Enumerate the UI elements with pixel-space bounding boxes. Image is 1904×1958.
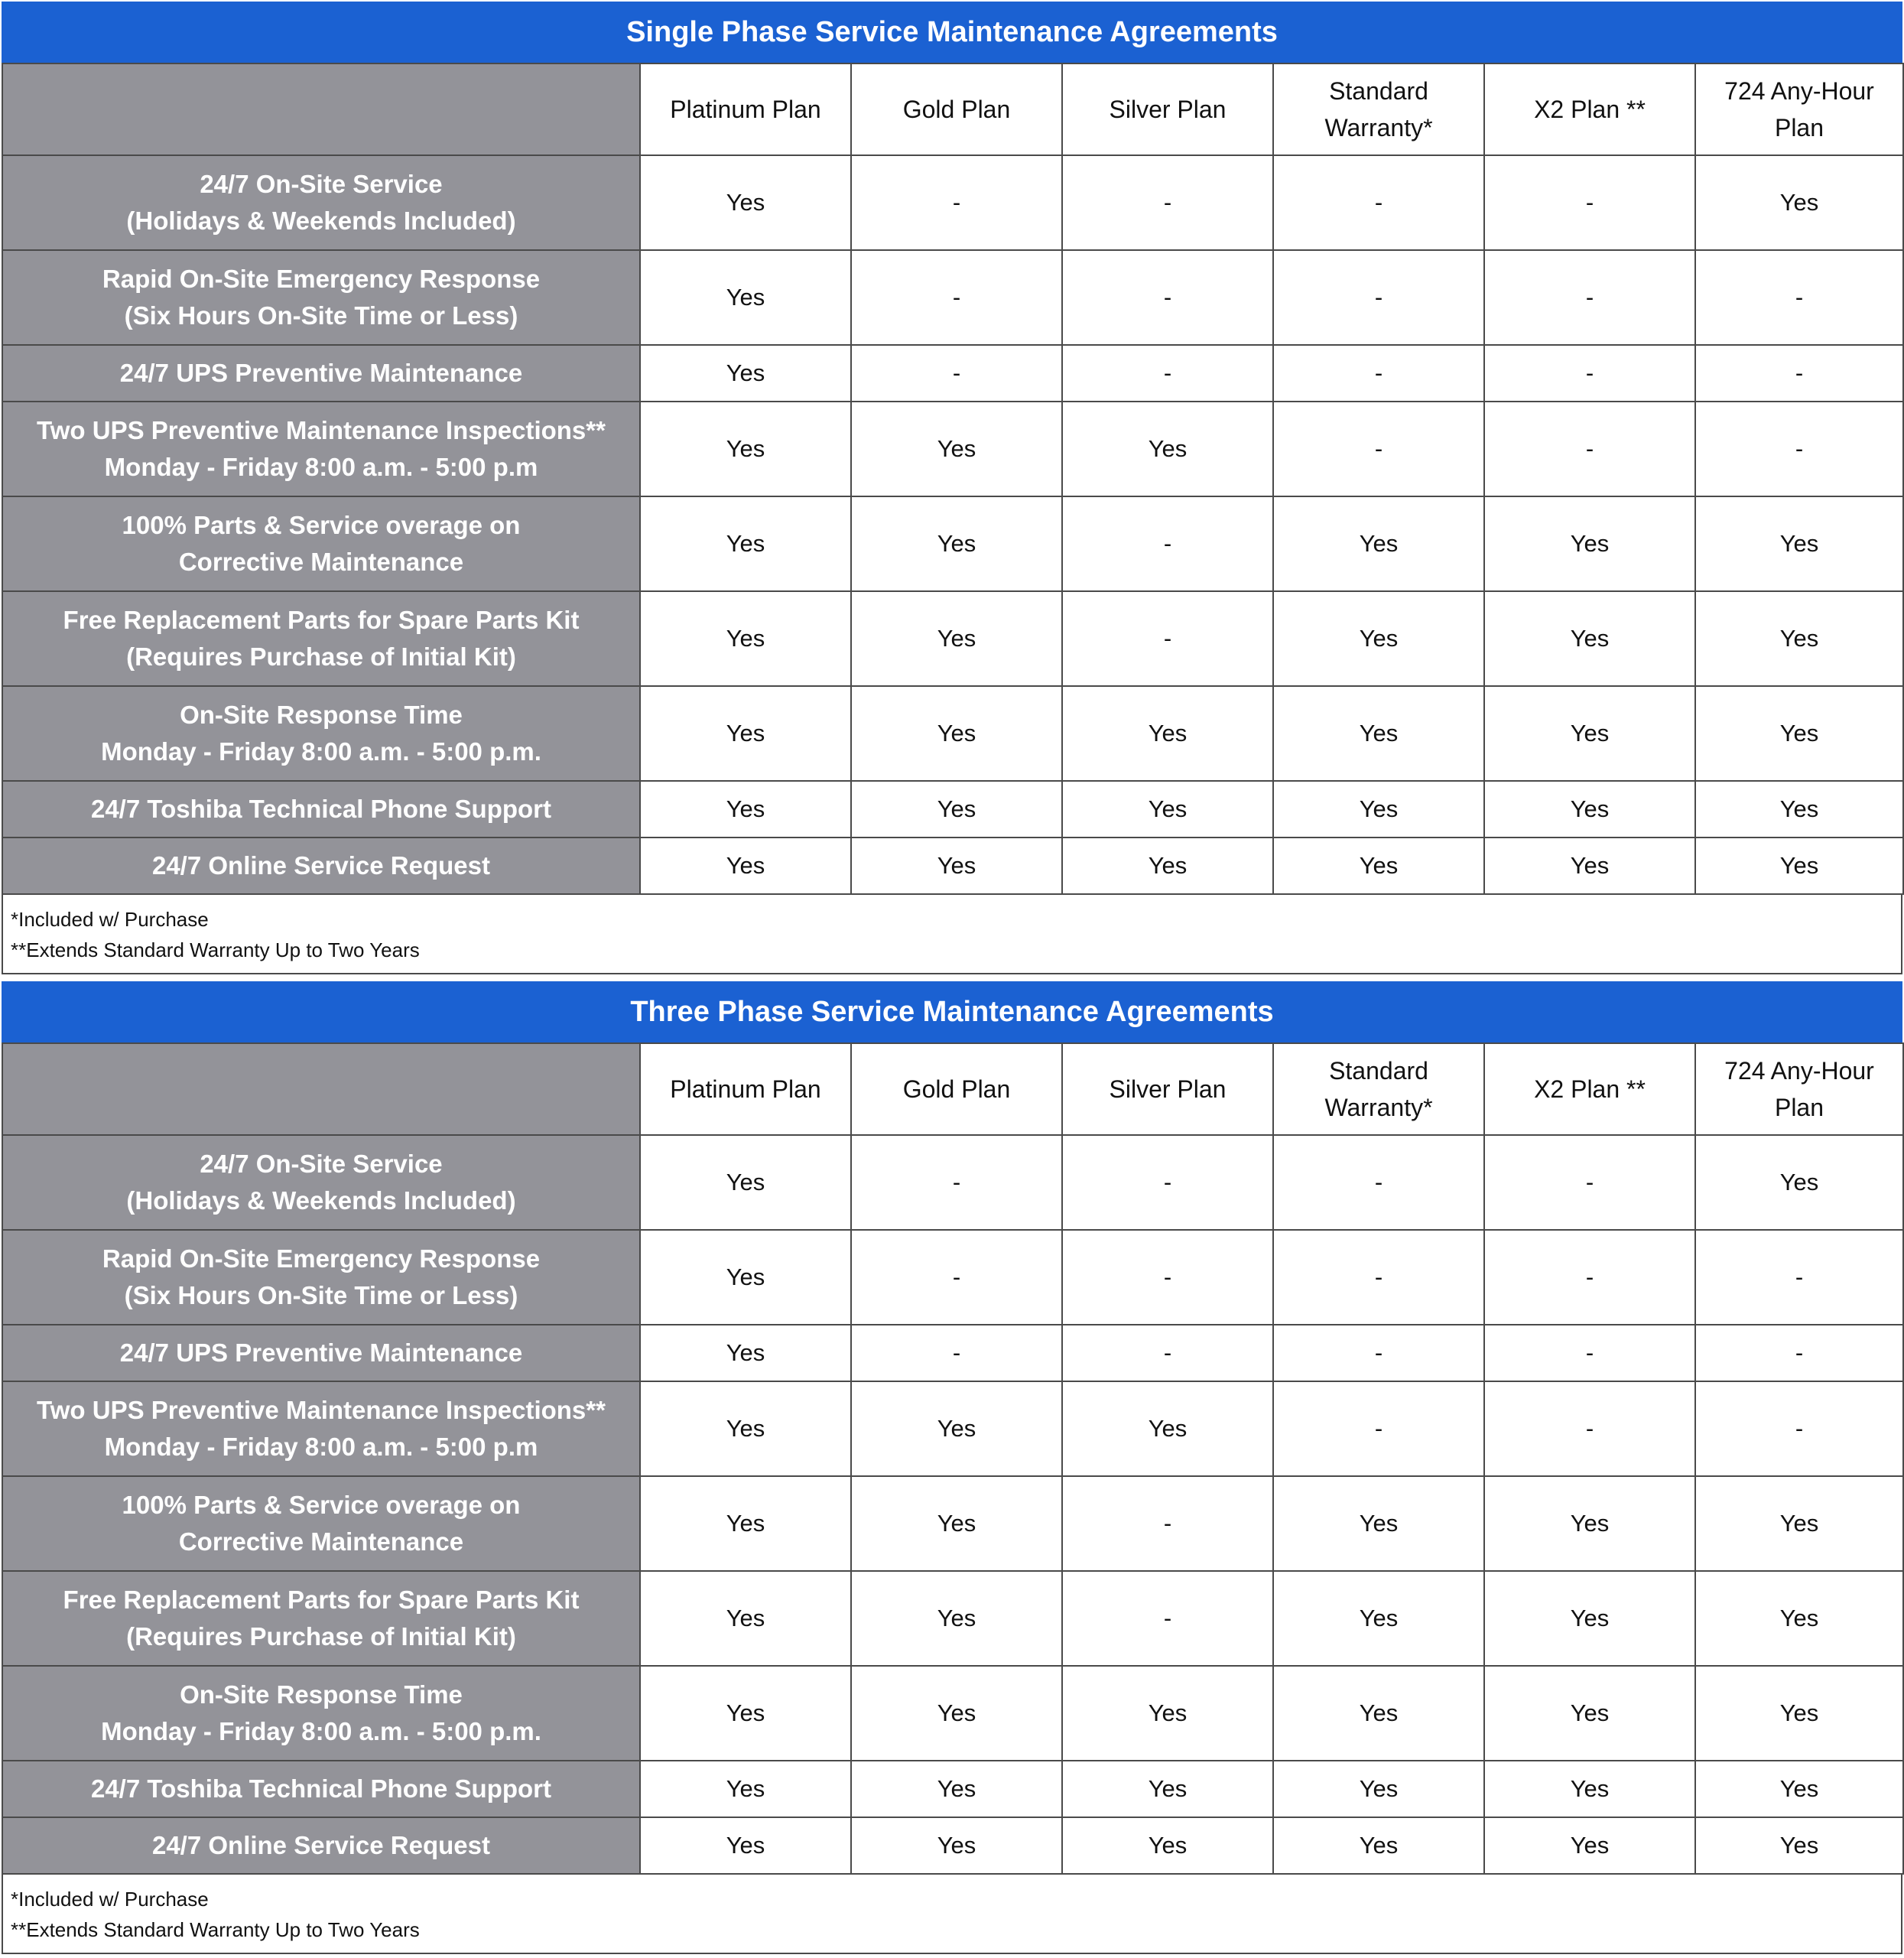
plan-column-header — [1273, 1043, 1484, 1135]
plan-value-cell: Yes — [640, 155, 851, 250]
feature-label-line: Free Replacement Parts for Spare Parts Kit — [63, 1586, 580, 1614]
plan-value-cell: - — [1273, 250, 1484, 345]
feature-label-line: 24/7 Toshiba Technical Phone Support — [90, 1774, 552, 1803]
plan-value-cell: Yes — [1484, 591, 1695, 686]
plan-value-cell: Yes — [851, 496, 1062, 591]
plan-value-cell: Yes — [1062, 1666, 1273, 1761]
plan-value-cell: Yes — [851, 1571, 1062, 1666]
plan-value-cell: - — [1062, 591, 1273, 686]
plan-value-cell: Yes — [851, 1381, 1062, 1476]
feature-label-line: 24/7 UPS Preventive Maintenance — [119, 1338, 523, 1367]
table-row — [2, 345, 1903, 402]
feature-label-line: Rapid On-Site Emergency Response — [102, 265, 541, 293]
plan-value-cell: Yes — [1273, 838, 1484, 894]
plan-value-cell: - — [1273, 345, 1484, 402]
feature-label-line: Corrective Maintenance — [178, 1527, 464, 1556]
plan-value-cell: Yes — [1695, 1817, 1903, 1874]
table-row — [2, 1571, 1903, 1666]
plan-value-cell: Yes — [1273, 781, 1484, 838]
feature-label-line: 24/7 On-Site Service — [200, 170, 443, 198]
feature-label-cell — [2, 250, 640, 345]
plan-value-cell: - — [1484, 250, 1695, 345]
plan-value-cell: Yes — [1062, 1817, 1273, 1874]
plan-value-cell: - — [1273, 1381, 1484, 1476]
plan-value-cell: - — [1273, 155, 1484, 250]
table-row — [2, 686, 1903, 781]
plan-value-cell: - — [1062, 1325, 1273, 1381]
plan-value-cell: - — [1695, 1325, 1903, 1381]
plan-value-cell: Yes — [1695, 1476, 1903, 1571]
plan-value-cell: Yes — [640, 1135, 851, 1230]
feature-label-line: 24/7 Online Service Request — [151, 1831, 491, 1859]
plan-value-cell: Yes — [640, 1571, 851, 1666]
plan-value-cell: Yes — [1062, 402, 1273, 496]
plan-value-cell: - — [1062, 1230, 1273, 1325]
plan-value-cell: Yes — [1273, 1476, 1484, 1571]
plan-value-cell: Yes — [1273, 591, 1484, 686]
plan-column-header-text: 724 Any-Hour — [1724, 1057, 1874, 1085]
plan-column-header — [640, 1043, 851, 1135]
section-title: Three Phase Service Maintenance Agreements — [2, 981, 1902, 1042]
feature-label-cell — [2, 1325, 640, 1381]
plan-value-cell: Yes — [851, 1666, 1062, 1761]
plan-column-header — [1695, 63, 1903, 155]
plan-value-cell: Yes — [640, 1381, 851, 1476]
plan-value-cell: Yes — [1695, 838, 1903, 894]
plan-column-header — [1695, 1043, 1903, 1135]
plan-column-header — [1062, 63, 1273, 155]
plan-column-header-text: X2 Plan ** — [1534, 1075, 1646, 1103]
feature-label-cell — [2, 1817, 640, 1874]
table-row — [2, 496, 1903, 591]
feature-label-line: 24/7 On-Site Service — [200, 1150, 443, 1178]
plan-value-cell: Yes — [1273, 1666, 1484, 1761]
plan-column-header-text: Plan — [1774, 114, 1824, 141]
plan-value-cell: Yes — [1062, 686, 1273, 781]
plan-value-cell: Yes — [1484, 1817, 1695, 1874]
table-row — [2, 250, 1903, 345]
plan-value-cell: Yes — [640, 1325, 851, 1381]
plan-column-header — [1062, 1043, 1273, 1135]
feature-label-line: (Holidays & Weekends Included) — [126, 207, 516, 235]
feature-label-line: Two UPS Preventive Maintenance Inspections** — [37, 1396, 606, 1424]
feature-label-cell — [2, 1666, 640, 1761]
plan-value-cell: Yes — [1273, 1761, 1484, 1817]
plan-value-cell: Yes — [851, 591, 1062, 686]
table-row — [2, 1476, 1903, 1571]
plan-value-cell: Yes — [640, 345, 851, 402]
table-row — [2, 402, 1903, 496]
feature-label-line: Two UPS Preventive Maintenance Inspections** — [37, 416, 606, 444]
table-row — [2, 838, 1903, 894]
plan-value-cell: Yes — [851, 1817, 1062, 1874]
section-title: Single Phase Service Maintenance Agreements — [2, 2, 1902, 63]
table-row — [2, 1817, 1903, 1874]
plan-value-cell: - — [1062, 1476, 1273, 1571]
plan-value-cell: Yes — [1484, 686, 1695, 781]
feature-label-cell — [2, 496, 640, 591]
plan-value-cell: Yes — [1695, 1666, 1903, 1761]
plan-comparison-table — [2, 63, 1904, 895]
plan-column-header — [1484, 1043, 1695, 1135]
table-row — [2, 1325, 1903, 1381]
plan-value-cell: Yes — [851, 1761, 1062, 1817]
plan-column-header-text: Plan — [1774, 1094, 1824, 1121]
plan-value-cell: - — [1484, 1325, 1695, 1381]
footnote-included: *Included w/ Purchase — [11, 908, 209, 931]
plan-value-cell: - — [1695, 250, 1903, 345]
plan-value-cell: Yes — [1695, 1571, 1903, 1666]
plan-value-cell: Yes — [851, 686, 1062, 781]
plan-value-cell: - — [1062, 1571, 1273, 1666]
plan-value-cell: - — [1273, 1230, 1484, 1325]
plan-value-cell: - — [1273, 1135, 1484, 1230]
feature-label-line: (Six Hours On-Site Time or Less) — [124, 1281, 518, 1309]
plan-column-header — [1273, 63, 1484, 155]
plan-value-cell: Yes — [640, 838, 851, 894]
plan-column-header-text: Platinum Plan — [670, 1075, 821, 1103]
plan-value-cell: Yes — [1695, 155, 1903, 250]
feature-label-cell — [2, 1571, 640, 1666]
feature-label-line: 24/7 Online Service Request — [151, 851, 491, 880]
plan-value-cell: Yes — [1484, 1571, 1695, 1666]
feature-label-line: (Requires Purchase of Initial Kit) — [126, 642, 516, 671]
footnote-extends: **Extends Standard Warranty Up to Two Years — [11, 1918, 420, 1941]
feature-label-line: Rapid On-Site Emergency Response — [102, 1244, 541, 1273]
plan-column-header-text: 724 Any-Hour — [1724, 77, 1874, 105]
plan-value-cell: - — [1062, 496, 1273, 591]
plan-value-cell: - — [1062, 155, 1273, 250]
feature-label-line: (Six Hours On-Site Time or Less) — [124, 301, 518, 330]
plan-column-header-text: Gold Plan — [902, 1075, 1011, 1103]
footnote-included: *Included w/ Purchase — [11, 1888, 209, 1911]
plan-value-cell: Yes — [1273, 496, 1484, 591]
feature-label-cell — [2, 345, 640, 402]
plan-value-cell: Yes — [640, 1476, 851, 1571]
feature-label-line: Free Replacement Parts for Spare Parts Kit — [63, 606, 580, 634]
plan-value-cell: Yes — [640, 250, 851, 345]
plan-value-cell: Yes — [851, 838, 1062, 894]
plan-value-cell: - — [1695, 402, 1903, 496]
plan-value-cell: Yes — [1695, 781, 1903, 838]
feature-label-cell — [2, 1230, 640, 1325]
feature-label-line: Monday - Friday 8:00 a.m. - 5:00 p.m — [104, 1433, 538, 1461]
plan-value-cell: Yes — [1484, 781, 1695, 838]
plan-comparison-table — [2, 1042, 1904, 1875]
plan-value-cell: - — [851, 1135, 1062, 1230]
feature-label-cell — [2, 402, 640, 496]
plan-column-header-text: Standard — [1329, 1057, 1428, 1085]
plan-value-cell: - — [851, 345, 1062, 402]
plan-value-cell: Yes — [640, 496, 851, 591]
plan-value-cell: Yes — [1695, 1135, 1903, 1230]
plan-value-cell: - — [1062, 250, 1273, 345]
plan-column-header-text: Silver Plan — [1109, 96, 1227, 123]
plan-column-header-text: Warranty* — [1324, 1094, 1433, 1121]
plan-value-cell: Yes — [1273, 1571, 1484, 1666]
plan-value-cell: Yes — [1273, 1817, 1484, 1874]
plan-value-cell: Yes — [640, 686, 851, 781]
table-row — [2, 155, 1903, 250]
table-header-row — [2, 1043, 1903, 1135]
feature-label-line: Corrective Maintenance — [178, 548, 464, 576]
plan-column-header — [640, 63, 851, 155]
plan-value-cell: - — [1484, 155, 1695, 250]
feature-label-cell — [2, 1476, 640, 1571]
plan-value-cell: Yes — [640, 1761, 851, 1817]
plan-value-cell: - — [851, 1325, 1062, 1381]
plan-value-cell: - — [1273, 1325, 1484, 1381]
table-row — [2, 591, 1903, 686]
plan-column-header-text: Warranty* — [1324, 114, 1433, 141]
footnotes — [2, 895, 1902, 974]
footnotes — [2, 1875, 1902, 1954]
plan-value-cell: - — [1484, 1381, 1695, 1476]
plan-value-cell: - — [1062, 1135, 1273, 1230]
plan-value-cell: Yes — [1484, 1666, 1695, 1761]
table-row — [2, 781, 1903, 838]
feature-label-cell — [2, 155, 640, 250]
plan-value-cell: Yes — [1695, 1761, 1903, 1817]
table-row — [2, 1381, 1903, 1476]
table-row — [2, 1135, 1903, 1230]
plan-value-cell: Yes — [1695, 591, 1903, 686]
plan-value-cell: Yes — [1695, 686, 1903, 781]
plan-value-cell: Yes — [1484, 496, 1695, 591]
feature-label-line: 24/7 Toshiba Technical Phone Support — [90, 795, 552, 823]
plan-value-cell: Yes — [1062, 1761, 1273, 1817]
table-header-row — [2, 63, 1903, 155]
plan-column-header — [1484, 63, 1695, 155]
plan-value-cell: - — [1484, 1230, 1695, 1325]
plan-value-cell: Yes — [1062, 838, 1273, 894]
table-row — [2, 1230, 1903, 1325]
table-row — [2, 1666, 1903, 1761]
feature-label-line: (Holidays & Weekends Included) — [126, 1186, 516, 1215]
feature-label-cell — [2, 1135, 640, 1230]
plan-column-header-text: Platinum Plan — [670, 96, 821, 123]
plan-value-cell: Yes — [1273, 686, 1484, 781]
feature-label-line: (Requires Purchase of Initial Kit) — [126, 1622, 516, 1651]
feature-label-cell — [2, 1761, 640, 1817]
plan-column-header-text: Silver Plan — [1109, 1075, 1227, 1103]
feature-label-line: 100% Parts & Service overage on — [122, 1491, 521, 1519]
footnote-extends: **Extends Standard Warranty Up to Two Years — [11, 938, 420, 961]
plan-value-cell: Yes — [1484, 1761, 1695, 1817]
plan-column-header — [851, 63, 1062, 155]
plan-column-header-text: X2 Plan ** — [1534, 96, 1646, 123]
plan-value-cell: - — [1484, 402, 1695, 496]
plan-column-header-text: Gold Plan — [902, 96, 1011, 123]
plan-value-cell: - — [1273, 402, 1484, 496]
feature-label-cell — [2, 838, 640, 894]
plan-value-cell: Yes — [851, 402, 1062, 496]
plan-value-cell: Yes — [640, 591, 851, 686]
plan-value-cell: - — [1695, 1381, 1903, 1476]
table-row — [2, 1761, 1903, 1817]
feature-label-cell — [2, 1381, 640, 1476]
plan-value-cell: Yes — [640, 1817, 851, 1874]
plan-value-cell: Yes — [640, 1666, 851, 1761]
plan-value-cell: Yes — [1062, 781, 1273, 838]
feature-label-cell — [2, 686, 640, 781]
plan-value-cell: - — [851, 1230, 1062, 1325]
plan-value-cell: - — [1484, 345, 1695, 402]
plan-value-cell: Yes — [1484, 1476, 1695, 1571]
feature-label-line: 24/7 UPS Preventive Maintenance — [119, 359, 523, 387]
feature-label-cell — [2, 591, 640, 686]
plan-column-header-text: Standard — [1329, 77, 1428, 105]
plan-value-cell: Yes — [851, 1476, 1062, 1571]
header-corner-cell — [2, 1043, 640, 1135]
plan-value-cell: - — [1484, 1135, 1695, 1230]
feature-label-line: 100% Parts & Service overage on — [122, 511, 521, 539]
plan-value-cell: - — [851, 250, 1062, 345]
feature-label-line: On-Site Response Time — [180, 701, 463, 729]
feature-label-line: On-Site Response Time — [180, 1680, 463, 1709]
plan-value-cell: Yes — [1695, 496, 1903, 591]
plan-value-cell: - — [1062, 345, 1273, 402]
agreement-section-1 — [2, 2, 1902, 974]
agreement-section-2 — [2, 981, 1902, 1954]
feature-label-line: Monday - Friday 8:00 a.m. - 5:00 p.m. — [101, 1717, 541, 1745]
header-corner-cell — [2, 63, 640, 155]
feature-label-cell — [2, 781, 640, 838]
feature-label-line: Monday - Friday 8:00 a.m. - 5:00 p.m. — [101, 737, 541, 766]
plan-value-cell: - — [1695, 1230, 1903, 1325]
feature-label-line: Monday - Friday 8:00 a.m. - 5:00 p.m — [104, 453, 538, 481]
plan-value-cell: Yes — [640, 1230, 851, 1325]
plan-value-cell: Yes — [640, 781, 851, 838]
plan-value-cell: - — [1695, 345, 1903, 402]
plan-value-cell: Yes — [851, 781, 1062, 838]
plan-value-cell: Yes — [1484, 838, 1695, 894]
plan-value-cell: - — [851, 155, 1062, 250]
plan-column-header — [851, 1043, 1062, 1135]
plan-value-cell: Yes — [1062, 1381, 1273, 1476]
plan-value-cell: Yes — [640, 402, 851, 496]
